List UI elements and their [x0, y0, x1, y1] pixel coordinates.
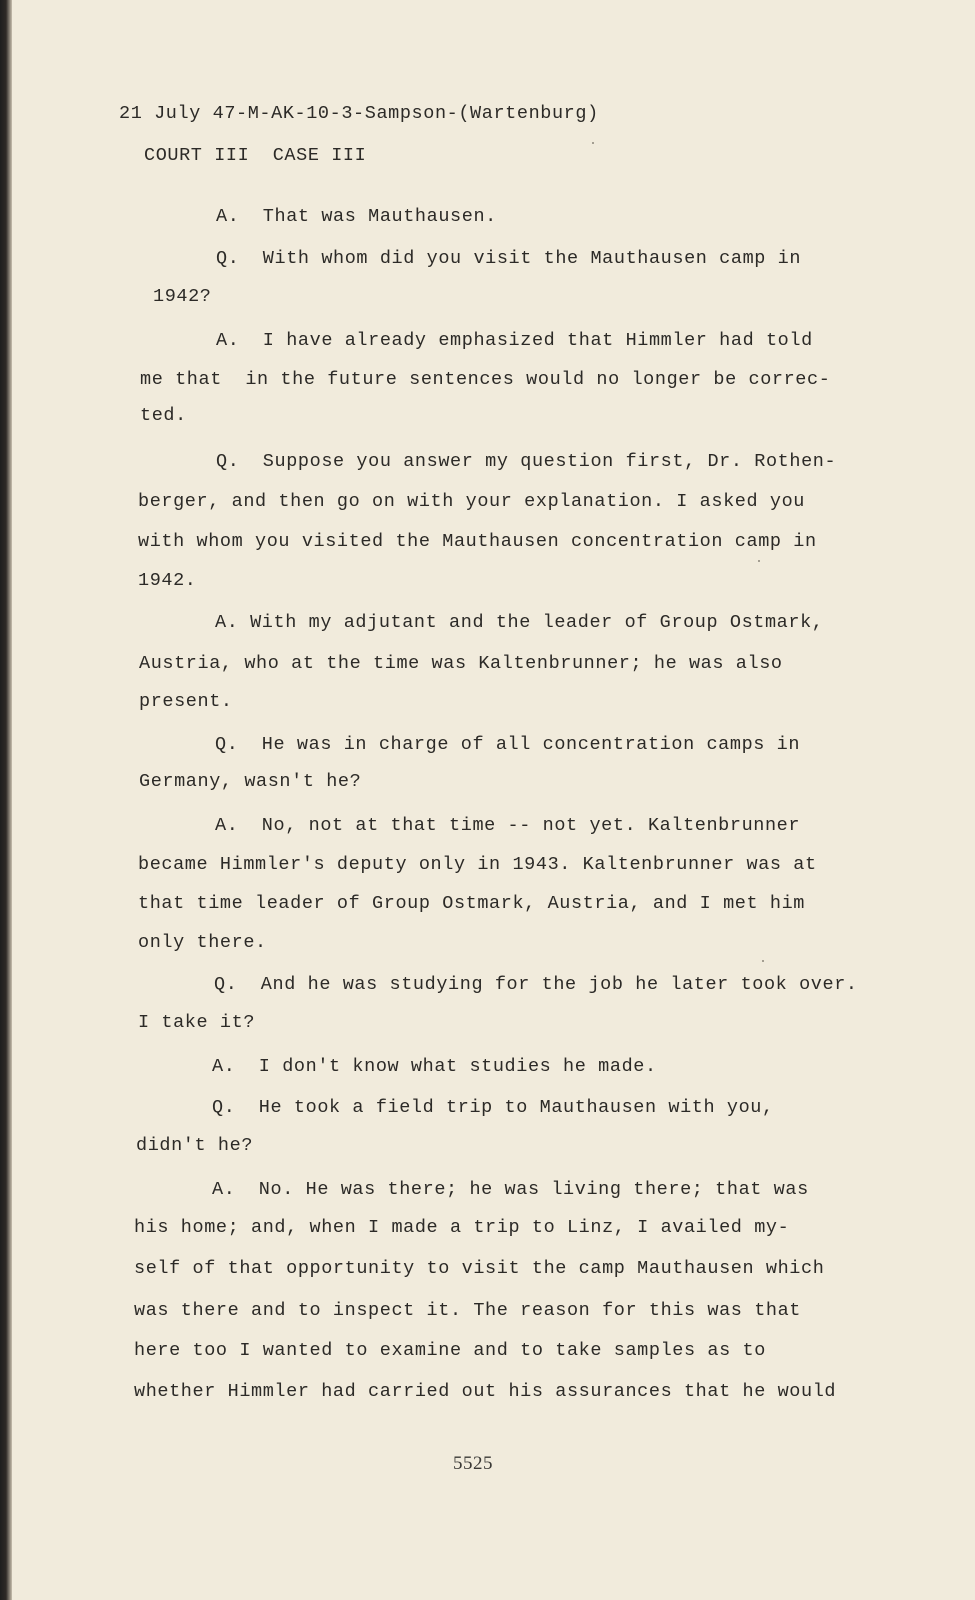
transcript-line: Q. He took a field trip to Mauthausen with you,	[212, 1097, 774, 1118]
transcript-line: ted.	[140, 405, 187, 426]
transcript-line: 1942.	[138, 570, 197, 591]
transcript-line: A. No. He was there; he was living there; that was	[212, 1179, 809, 1200]
header-line-1: 21 July 47-M-AK-10-3-Sampson-(Wartenburg)	[119, 103, 599, 124]
transcript-line: self of that opportunity to visit the camp Mauthausen which	[134, 1258, 825, 1279]
page-number: 5525	[453, 1453, 493, 1474]
transcript-line: only there.	[138, 932, 267, 953]
transcript-line: Q. And he was studying for the job he later took over.	[214, 974, 858, 995]
transcript-line: was there and to inspect it. The reason for this was that	[134, 1300, 802, 1321]
transcript-line: Germany, wasn't he?	[139, 771, 362, 792]
transcript-line: me that in the future sentences would no longer be correc-	[140, 369, 831, 390]
transcript-line: A. With my adjutant and the leader of Group Ostmark,	[215, 612, 824, 633]
transcript-line: whether Himmler had carried out his assurances that he would	[134, 1381, 837, 1402]
transcript-line: Q. Suppose you answer my question first, Dr. Rothen-	[216, 451, 837, 472]
scan-edge-shadow	[0, 0, 12, 1600]
transcript-line: A. I have already emphasized that Himmler had told	[216, 330, 813, 351]
paper-speck	[758, 560, 760, 562]
transcript-line: Q. He was in charge of all concentration camps in	[215, 734, 801, 755]
paper-speck	[762, 960, 764, 962]
transcript-line: didn't he?	[136, 1135, 254, 1156]
transcript-line: here too I wanted to examine and to take samples as to	[134, 1340, 766, 1361]
transcript-page	[12, 0, 975, 1600]
transcript-line: present.	[139, 691, 233, 712]
transcript-line: A. No, not at that time -- not yet. Kaltenbrunner	[215, 815, 801, 836]
transcript-line: Q. With whom did you visit the Mauthausen camp in	[216, 248, 802, 269]
transcript-line: I take it?	[138, 1012, 256, 1033]
transcript-line: that time leader of Group Ostmark, Austria, and I met him	[138, 893, 806, 914]
transcript-line: A. I don't know what studies he made.	[212, 1056, 657, 1077]
paper-speck	[592, 142, 594, 144]
transcript-line: berger, and then go on with your explanation. I asked you	[138, 491, 806, 512]
transcript-line: his home; and, when I made a trip to Linz, I availed my-	[134, 1217, 790, 1238]
transcript-line: Austria, who at the time was Kaltenbrunner; he was also	[139, 653, 783, 674]
transcript-line: with whom you visited the Mauthausen concentration camp in	[138, 531, 817, 552]
transcript-line: 1942?	[153, 286, 212, 307]
transcript-line: became Himmler's deputy only in 1943. Kaltenbrunner was at	[138, 854, 817, 875]
transcript-line: A. That was Mauthausen.	[216, 206, 497, 227]
header-line-2: COURT III CASE III	[144, 145, 367, 166]
